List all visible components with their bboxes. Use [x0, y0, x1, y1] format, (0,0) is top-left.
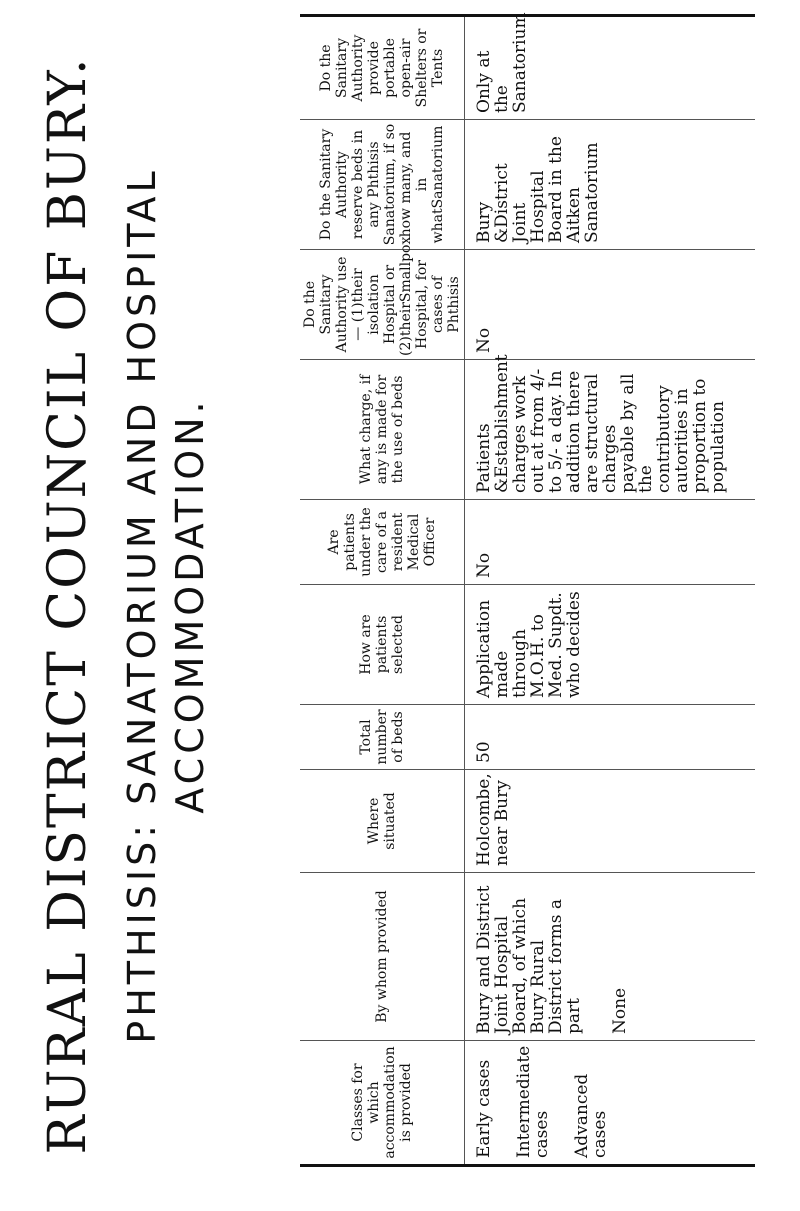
cell-provided-by [465, 873, 756, 1041]
class-intermediate: Intermediate cases [514, 1045, 552, 1158]
cell-situated: Holcombe, near Bury [465, 770, 756, 873]
cell-reserve: Bury &District Joint Hospital Board in the Aitken Sanatorium [465, 120, 756, 250]
header-row [300, 16, 465, 1166]
cell-portable: Only at the Sanatorium [474, 12, 530, 113]
cell-isolation: No [465, 250, 756, 360]
header-charge: What charge, if any is made for the use of beds [300, 360, 465, 500]
header-beds: Total number of beds [300, 705, 465, 770]
header-isolation: Do the Sanitary Authority use— (1)their isolation Hospital or (2)theirSmallpox Hospital, for cases of Phthisis [300, 250, 465, 360]
header-provided-by: By whom provided [300, 873, 465, 1041]
header-selection: How are patients selected [300, 585, 465, 705]
page-subtitle: PHTHISIS: SANATORIUM AND HOSPITAL ACCOMMODATION. [120, 167, 212, 1044]
header-situated: Where situated [300, 770, 465, 873]
cell-selection: Application made through M.O.H. to Med. Supdt. who decides [465, 585, 756, 705]
cell-classes [465, 1041, 756, 1166]
provided-by-none: None [610, 987, 630, 1034]
header-portable: Do the Sanitary Authority provide portable open-air Shelters or Tents [300, 16, 465, 120]
provided-by-board: Bury and District Joint Hospital Board, of which Bury Rural District forms a part [474, 885, 584, 1034]
header-classes: Classes for which accommodation is provided [300, 1041, 465, 1166]
accommodation-table [300, 14, 755, 1167]
cell-beds: 50 [465, 705, 756, 770]
cell-charge: Patients &Establishment charges work out at from 4/- to 5/- a day. In addition there are structural charges payable by all the contributory autorities in proportion to population [465, 360, 756, 500]
table-row [465, 16, 756, 1166]
header-reserve: Do the Sanitary Authority reserve beds in any Phthisis Sanatorium, if so how many, and in whatSanatorium [300, 120, 465, 250]
header-resident-officer: Are patients under the care of a resident Medical Officer [300, 500, 465, 585]
class-early: Early cases [474, 1059, 494, 1158]
cell-resident-officer: No [465, 500, 756, 585]
class-advanced: Advanced cases [572, 1073, 610, 1158]
page-title: RURAL DISTRICT COUNCIL OF BURY. [38, 56, 98, 1155]
